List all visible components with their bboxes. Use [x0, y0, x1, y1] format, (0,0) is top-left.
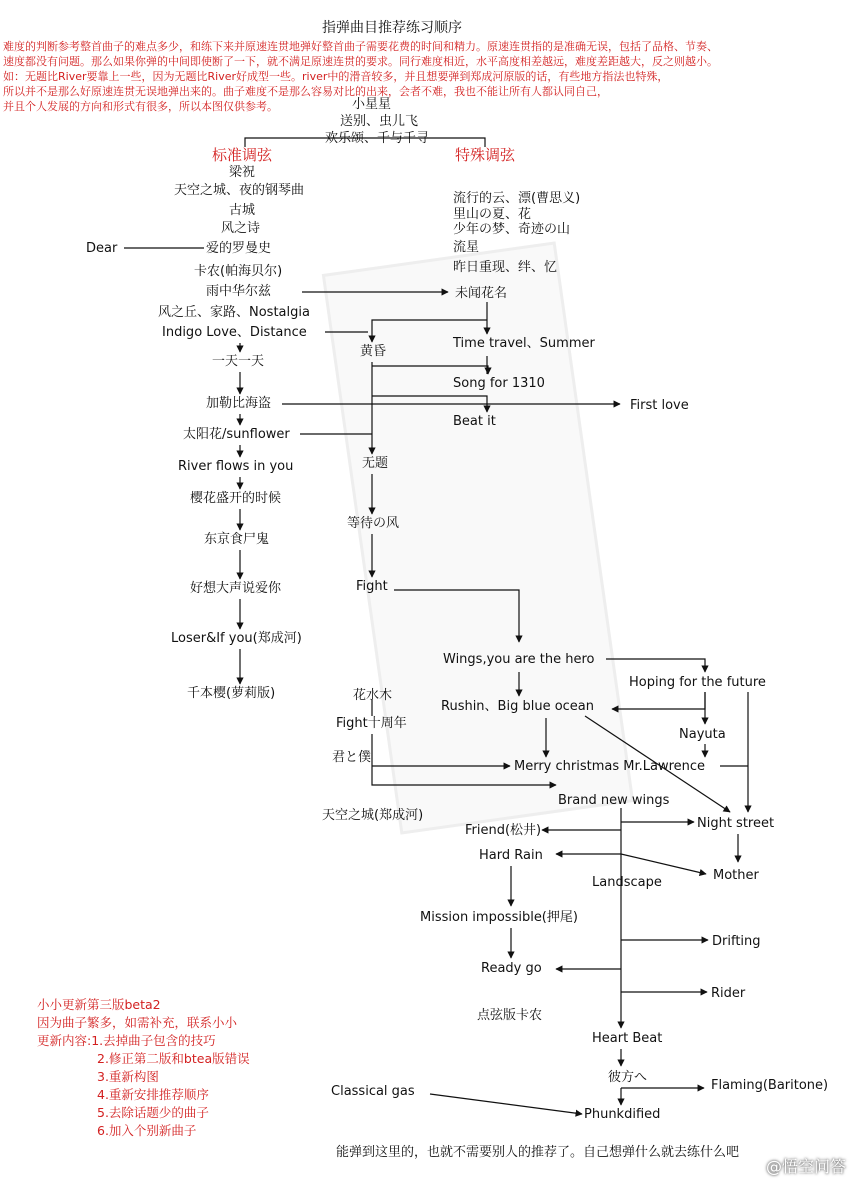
song-node: 点弦版卡农	[477, 1008, 543, 1023]
song-node: 里山の夏、花	[453, 207, 532, 222]
song-node: River flows in you	[178, 459, 294, 474]
update-note: 小小更新第三版beta2	[37, 997, 161, 1012]
song-node: Indigo Love、Distance	[162, 325, 307, 340]
song-node: First love	[630, 398, 689, 413]
song-node: Nayuta	[679, 727, 726, 742]
song-node: 无题	[362, 456, 389, 471]
song-node: Ready go	[481, 961, 542, 976]
song-node: Rider	[711, 986, 746, 1001]
branch-special-tuning: 特殊调弦	[455, 146, 516, 164]
song-node: 卡农(帕海贝尔)	[194, 264, 283, 279]
song-node: 樱花盛开的时候	[190, 491, 282, 506]
song-node: Fight十周年	[336, 716, 407, 731]
song-node: 雨中华尔兹	[206, 284, 272, 299]
description-line-3: 如：无题比River要靠上一些，因为无题比River好成型一些。river中的滑音较多，并且想要弹到郑成河原版的话，有些地方指法也特殊，	[3, 70, 669, 83]
song-node: Song for 1310	[453, 376, 545, 391]
song-node: Classical gas	[331, 1084, 415, 1099]
song-node: 君と僕	[332, 750, 372, 765]
song-node: 古城	[229, 203, 256, 218]
song-node: 风之丘、家路、Nostalgia	[158, 305, 310, 320]
song-node: 千本樱(萝莉版)	[187, 686, 276, 701]
song-node: 好想大声说爱你	[190, 581, 282, 596]
update-note: 因为曲子繁多，如需补充，联系小小	[37, 1015, 238, 1030]
page-title: 指弹曲目推荐练习顺序	[322, 20, 462, 36]
song-node: 昨日重现、绊、忆	[453, 260, 558, 275]
song-node: 天空之城、夜的钢琴曲	[174, 183, 305, 198]
song-node: 流行的云、漂(曹思义)	[453, 191, 581, 206]
description-line-5: 并且个人发展的方向和形式有很多，所以本图仅供参考。	[3, 100, 278, 113]
song-node: 黄昏	[360, 344, 387, 359]
description-line-2: 速度都没有问题。那么如果你弹的中间即使断了一下，就不满足原速连贯的要求。同行难度相近，水平高度相差越远，难度差距越大，反之则越小。	[3, 55, 718, 68]
song-node: Rushin、Big blue ocean	[441, 699, 595, 714]
song-node: Friend(松井)	[465, 823, 542, 838]
update-note: 2.修正第二版和btea版错误	[97, 1051, 250, 1066]
update-note: 6.加入个别新曲子	[97, 1123, 197, 1138]
song-node: Merry christmas Mr.Lawrence	[514, 759, 706, 774]
song-node: Drifting	[712, 934, 761, 949]
song-node: Beat it	[453, 414, 496, 429]
song-node: Brand new wings	[558, 793, 670, 808]
song-node: 未闻花名	[455, 286, 508, 301]
song-node: 爱的罗曼史	[206, 241, 272, 256]
song-node: Landscape	[592, 875, 662, 890]
description-line-4: 所以并不是那么好原速连贯无误地弹出来的。曲子难度不是那么容易对比的出来，会者不难，我也不能让所有人都认同自己，	[3, 85, 608, 98]
song-node: 风之诗	[221, 221, 261, 236]
song-node: 花水木	[353, 688, 393, 703]
song-node: Heart Beat	[592, 1031, 663, 1046]
branch-standard-tuning: 标准调弦	[212, 146, 273, 164]
update-note: 更新内容:1.去掉曲子包含的技巧	[37, 1033, 216, 1048]
footer-note: 能弹到这里的，也就不需要别人的推荐了。自己想弹什么就去练什么吧	[336, 1145, 740, 1160]
song-node: 梁祝	[229, 165, 256, 180]
description-line-1: 难度的判断参考整首曲子的难点多少，和练下来并原速连贯地弹好整首曲子需要花费的时间和精力。原速连贯指的是准确无误，包括了品格、节奏、	[3, 40, 718, 53]
song-node: 流星	[453, 240, 480, 255]
song-node: 等待の风	[347, 516, 400, 531]
song-node: 加勒比海盗	[206, 396, 272, 411]
update-note: 3.重新构图	[97, 1069, 159, 1084]
song-node: 小星星	[352, 97, 392, 112]
song-node: 一天一天	[212, 354, 265, 369]
song-node: 彼方へ	[608, 1070, 648, 1085]
song-node: Phunkdified	[584, 1107, 661, 1122]
song-node: Hoping for the future	[629, 675, 766, 690]
update-note: 5.去除话题少的曲子	[97, 1105, 209, 1120]
song-node: Mother	[713, 868, 759, 883]
song-node: 少年の梦、奇迹の山	[453, 222, 571, 237]
song-node: Hard Rain	[479, 848, 543, 863]
song-node: Mission impossible(押尾)	[420, 910, 578, 925]
update-note: 4.重新安排推荐顺序	[97, 1087, 209, 1102]
song-node: 欢乐颂、千与千寻	[325, 131, 430, 146]
song-node: Wings,you are the hero	[443, 652, 595, 667]
song-node: 送别、虫儿飞	[340, 114, 419, 129]
song-node: Time travel、Summer	[453, 336, 595, 351]
song-node: Night street	[697, 816, 775, 831]
song-node-dear: Dear	[86, 241, 118, 256]
song-node: 天空之城(郑成河)	[322, 808, 424, 823]
watermark-logo: @悟空问答	[765, 1157, 846, 1176]
song-node: Loser&If you(郑成河)	[171, 631, 302, 646]
song-node: 太阳花/sunflower	[183, 427, 290, 442]
song-node: Fight	[356, 579, 388, 594]
song-node: 东京食尸鬼	[204, 532, 270, 547]
song-node: Flaming(Baritone)	[711, 1078, 829, 1093]
